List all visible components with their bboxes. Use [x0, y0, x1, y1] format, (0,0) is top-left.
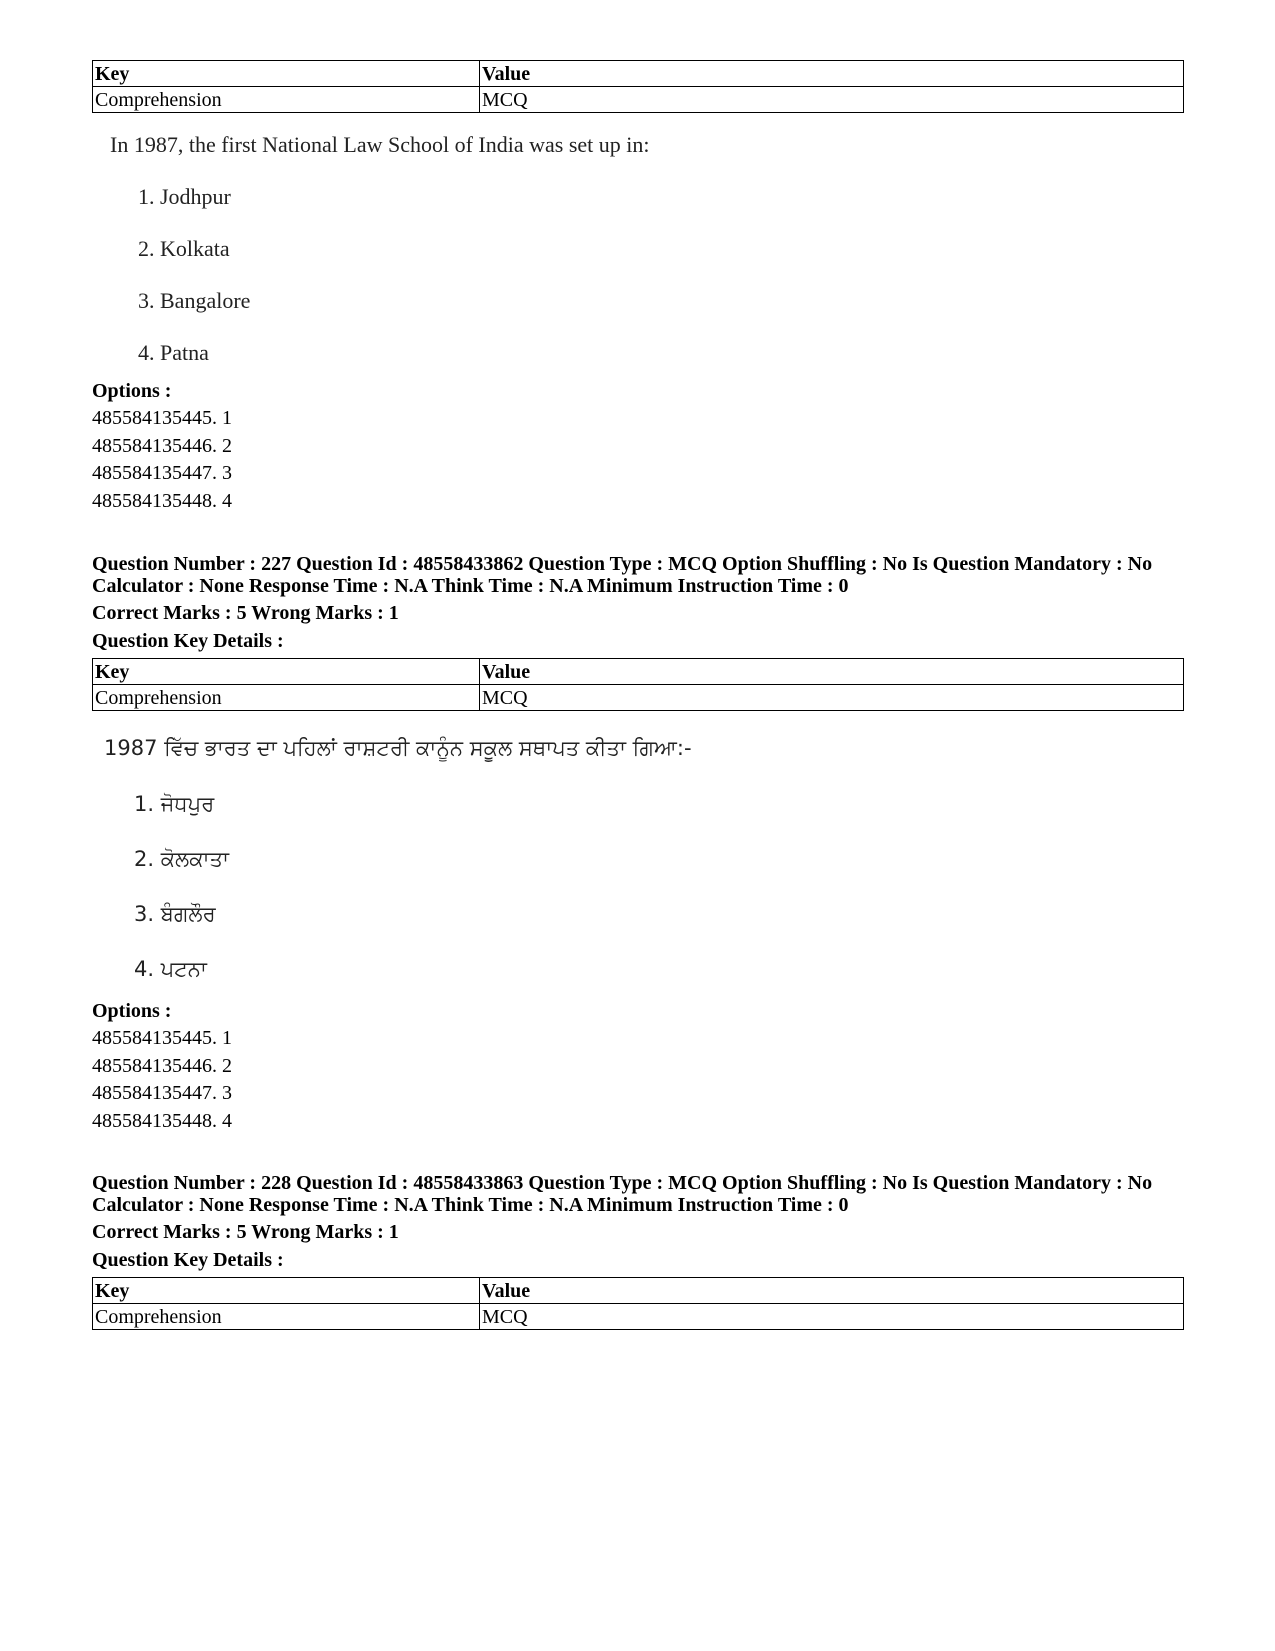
question-meta-227: Question Number : 227 Question Id : 48558433862 Question Type : MCQ Option Shuffling : No Is Question Mandatory : No Calculator : None Response Time : N.A Think Time : N.A Minimum Instruction Time : 0: [92, 553, 1153, 597]
choice-item: 1. Jodhpur: [138, 184, 231, 209]
choice-item: 3. ਬੰਗਲੌਰ: [134, 902, 216, 926]
question-stem: In 1987, the first National Law School of India was set up in:: [110, 132, 650, 157]
option-line: 485584135445. 1: [92, 1027, 232, 1049]
choice-item: 2. ਕੋਲਕਾਤਾ: [134, 847, 230, 871]
option-line: 485584135447. 3: [92, 1082, 232, 1104]
option-line: 485584135446. 2: [92, 435, 232, 457]
table-header-row: [93, 1278, 1184, 1304]
choice-item: 4. Patna: [138, 340, 209, 365]
table-row: [93, 1304, 1184, 1330]
table-row: [93, 685, 1184, 711]
value-cell: MCQ: [480, 685, 1184, 711]
key-value-table-228: [92, 1277, 1184, 1330]
question-meta-228: Question Number : 228 Question Id : 48558433863 Question Type : MCQ Option Shuffling : No Is Question Mandatory : No Calculator : None Response Time : N.A Think Time : N.A Minimum Instruction Time : 0: [92, 1172, 1153, 1216]
key-cell: Comprehension: [93, 685, 480, 711]
options-label: Options :: [92, 380, 172, 402]
value-cell: MCQ: [480, 87, 1184, 113]
choice-item: 1. ਜੋਧਪੁਰ: [134, 792, 215, 816]
marks-228: Correct Marks : 5 Wrong Marks : 1: [92, 1221, 399, 1243]
key-cell: Comprehension: [93, 1304, 480, 1330]
key-cell: Comprehension: [93, 87, 480, 113]
question-stem: 1987 ਵਿੱਚ ਭਾਰਤ ਦਾ ਪਹਿਲਾਂ ਰਾਸ਼ਟਰੀ ਕਾਨੂੰਨ ਸਕੂਲ ਸਥਾਪਤ ਕੀਤਾ ਗਿਆ:-: [104, 736, 692, 760]
option-line: 485584135446. 2: [92, 1055, 232, 1077]
option-line: 485584135448. 4: [92, 1110, 232, 1132]
marks-227: Correct Marks : 5 Wrong Marks : 1: [92, 602, 399, 624]
key-header: Key: [93, 61, 480, 87]
key-value-table-227: [92, 658, 1184, 711]
value-header: Value: [480, 61, 1184, 87]
value-cell: MCQ: [480, 1304, 1184, 1330]
key-details-label-228: Question Key Details :: [92, 1249, 284, 1271]
options-label: Options :: [92, 1000, 172, 1022]
table-header-row: [93, 61, 1184, 87]
value-header: Value: [480, 659, 1184, 685]
key-header: Key: [93, 1278, 480, 1304]
key-details-label-227: Question Key Details :: [92, 630, 284, 652]
key-header: Key: [93, 659, 480, 685]
choice-item: 2. Kolkata: [138, 236, 230, 261]
table-row: [93, 87, 1184, 113]
option-line: 485584135445. 1: [92, 407, 232, 429]
value-header: Value: [480, 1278, 1184, 1304]
choice-item: 4. ਪਟਨਾ: [134, 957, 207, 981]
choice-item: 3. Bangalore: [138, 288, 251, 313]
table-header-row: [93, 659, 1184, 685]
option-line: 485584135448. 4: [92, 490, 232, 512]
option-line: 485584135447. 3: [92, 462, 232, 484]
key-value-table-top: [92, 60, 1184, 113]
